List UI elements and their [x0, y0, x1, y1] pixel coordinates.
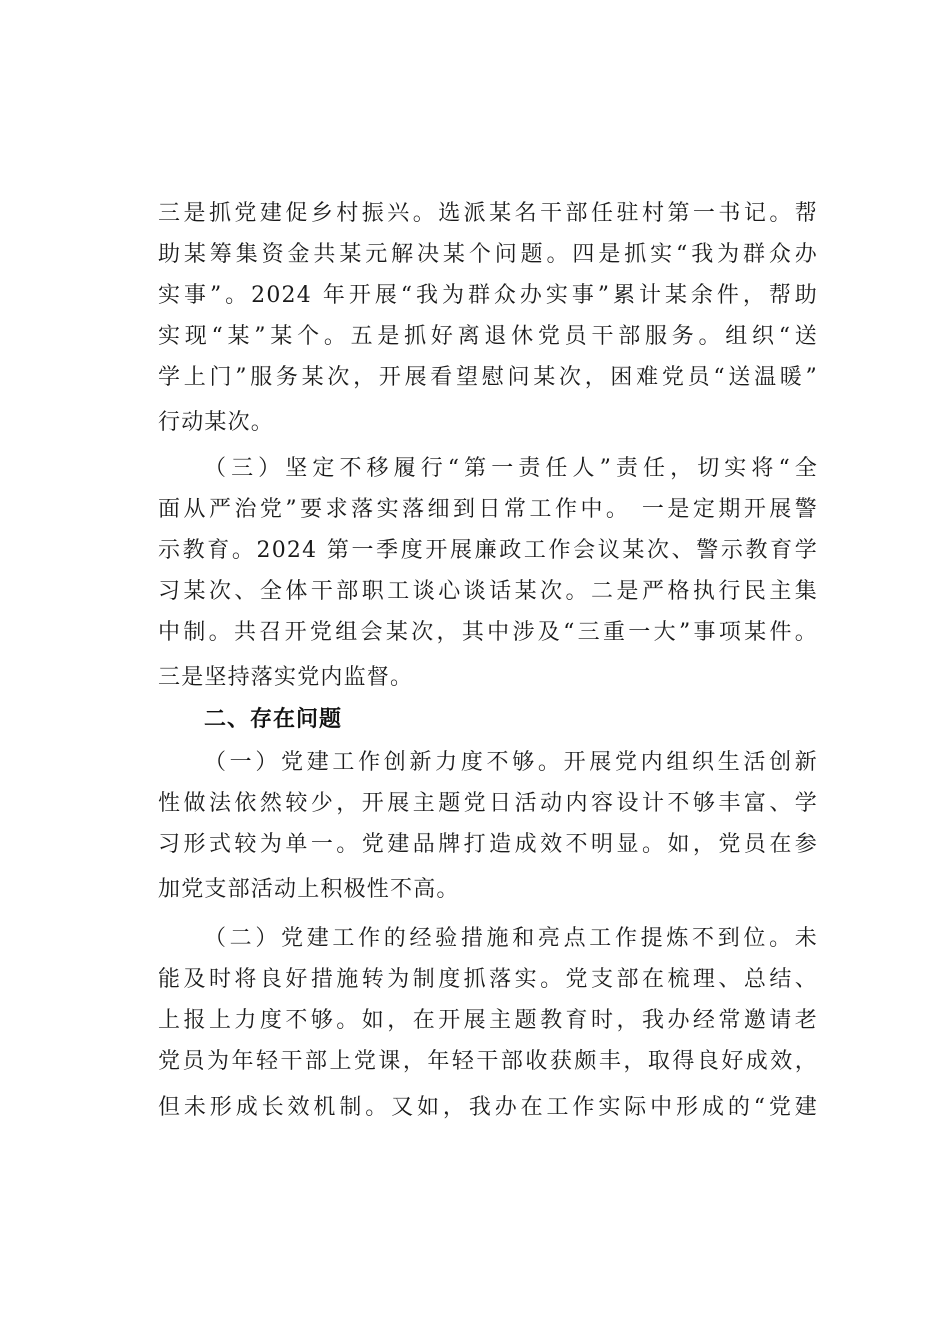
paragraph-line: 中制。共召开党组会某次，其中涉及“三重一大”事项某件。 [158, 620, 818, 645]
paragraph-line: 面从严治党”要求落实落细到日常工作中。 一是定期开展警 [158, 497, 818, 522]
paragraph-line: 性做法依然较少，开展主题党日活动内容设计不够丰富、学 [158, 791, 818, 816]
paragraph-line: 三是坚持落实党内监督。 [158, 665, 414, 690]
paragraph-line: （三）坚定不移履行“第一责任人”责任，切实将“全 [204, 456, 818, 481]
paragraph-line: （一）党建工作创新力度不够。开展党内组织生活创新 [204, 750, 818, 775]
paragraph-line: 行动某次。 [158, 410, 275, 435]
paragraph-line: 上报上力度不够。如，在开展主题教育时，我办经常邀请老 [158, 1008, 818, 1033]
paragraph-line: 实现“某”某个。五是抓好离退休党员干部服务。组织“送 [158, 324, 818, 349]
paragraph-line: （二）党建工作的经验措施和亮点工作提炼不到位。未 [204, 926, 818, 951]
paragraph-line: 示教育。2024 第一季度开展廉政工作会议某次、警示教育学 [158, 538, 818, 563]
paragraph-line: 党员为年轻干部上党课，年轻干部收获颇丰，取得良好成效， [158, 1049, 818, 1074]
paragraph-line: 助某筹集资金共某元解决某个问题。四是抓实“我为群众办 [158, 242, 818, 267]
paragraph-line: 加党支部活动上积极性不高。 [158, 877, 460, 902]
paragraph-line: 三是抓党建促乡村振兴。选派某名干部任驻村第一书记。帮 [158, 201, 818, 226]
paragraph-line: 学上门”服务某次，开展看望慰问某次，困难党员“送温暖” [158, 365, 818, 390]
section-heading: 二、存在问题 [204, 707, 343, 732]
paragraph-line: 实事”。2024 年开展“我为群众办实事”累计某余件，帮助 [158, 283, 818, 308]
paragraph-line: 习形式较为单一。党建品牌打造成效不明显。如，党员在参 [158, 832, 818, 857]
paragraph-line: 但未形成长效机制。又如，我办在工作实际中形成的“党建 [158, 1095, 818, 1120]
paragraph-line: 习某次、全体干部职工谈心谈话某次。二是严格执行民主集 [158, 579, 818, 604]
paragraph-line: 能及时将良好措施转为制度抓落实。党支部在梳理、总结、 [158, 967, 818, 992]
